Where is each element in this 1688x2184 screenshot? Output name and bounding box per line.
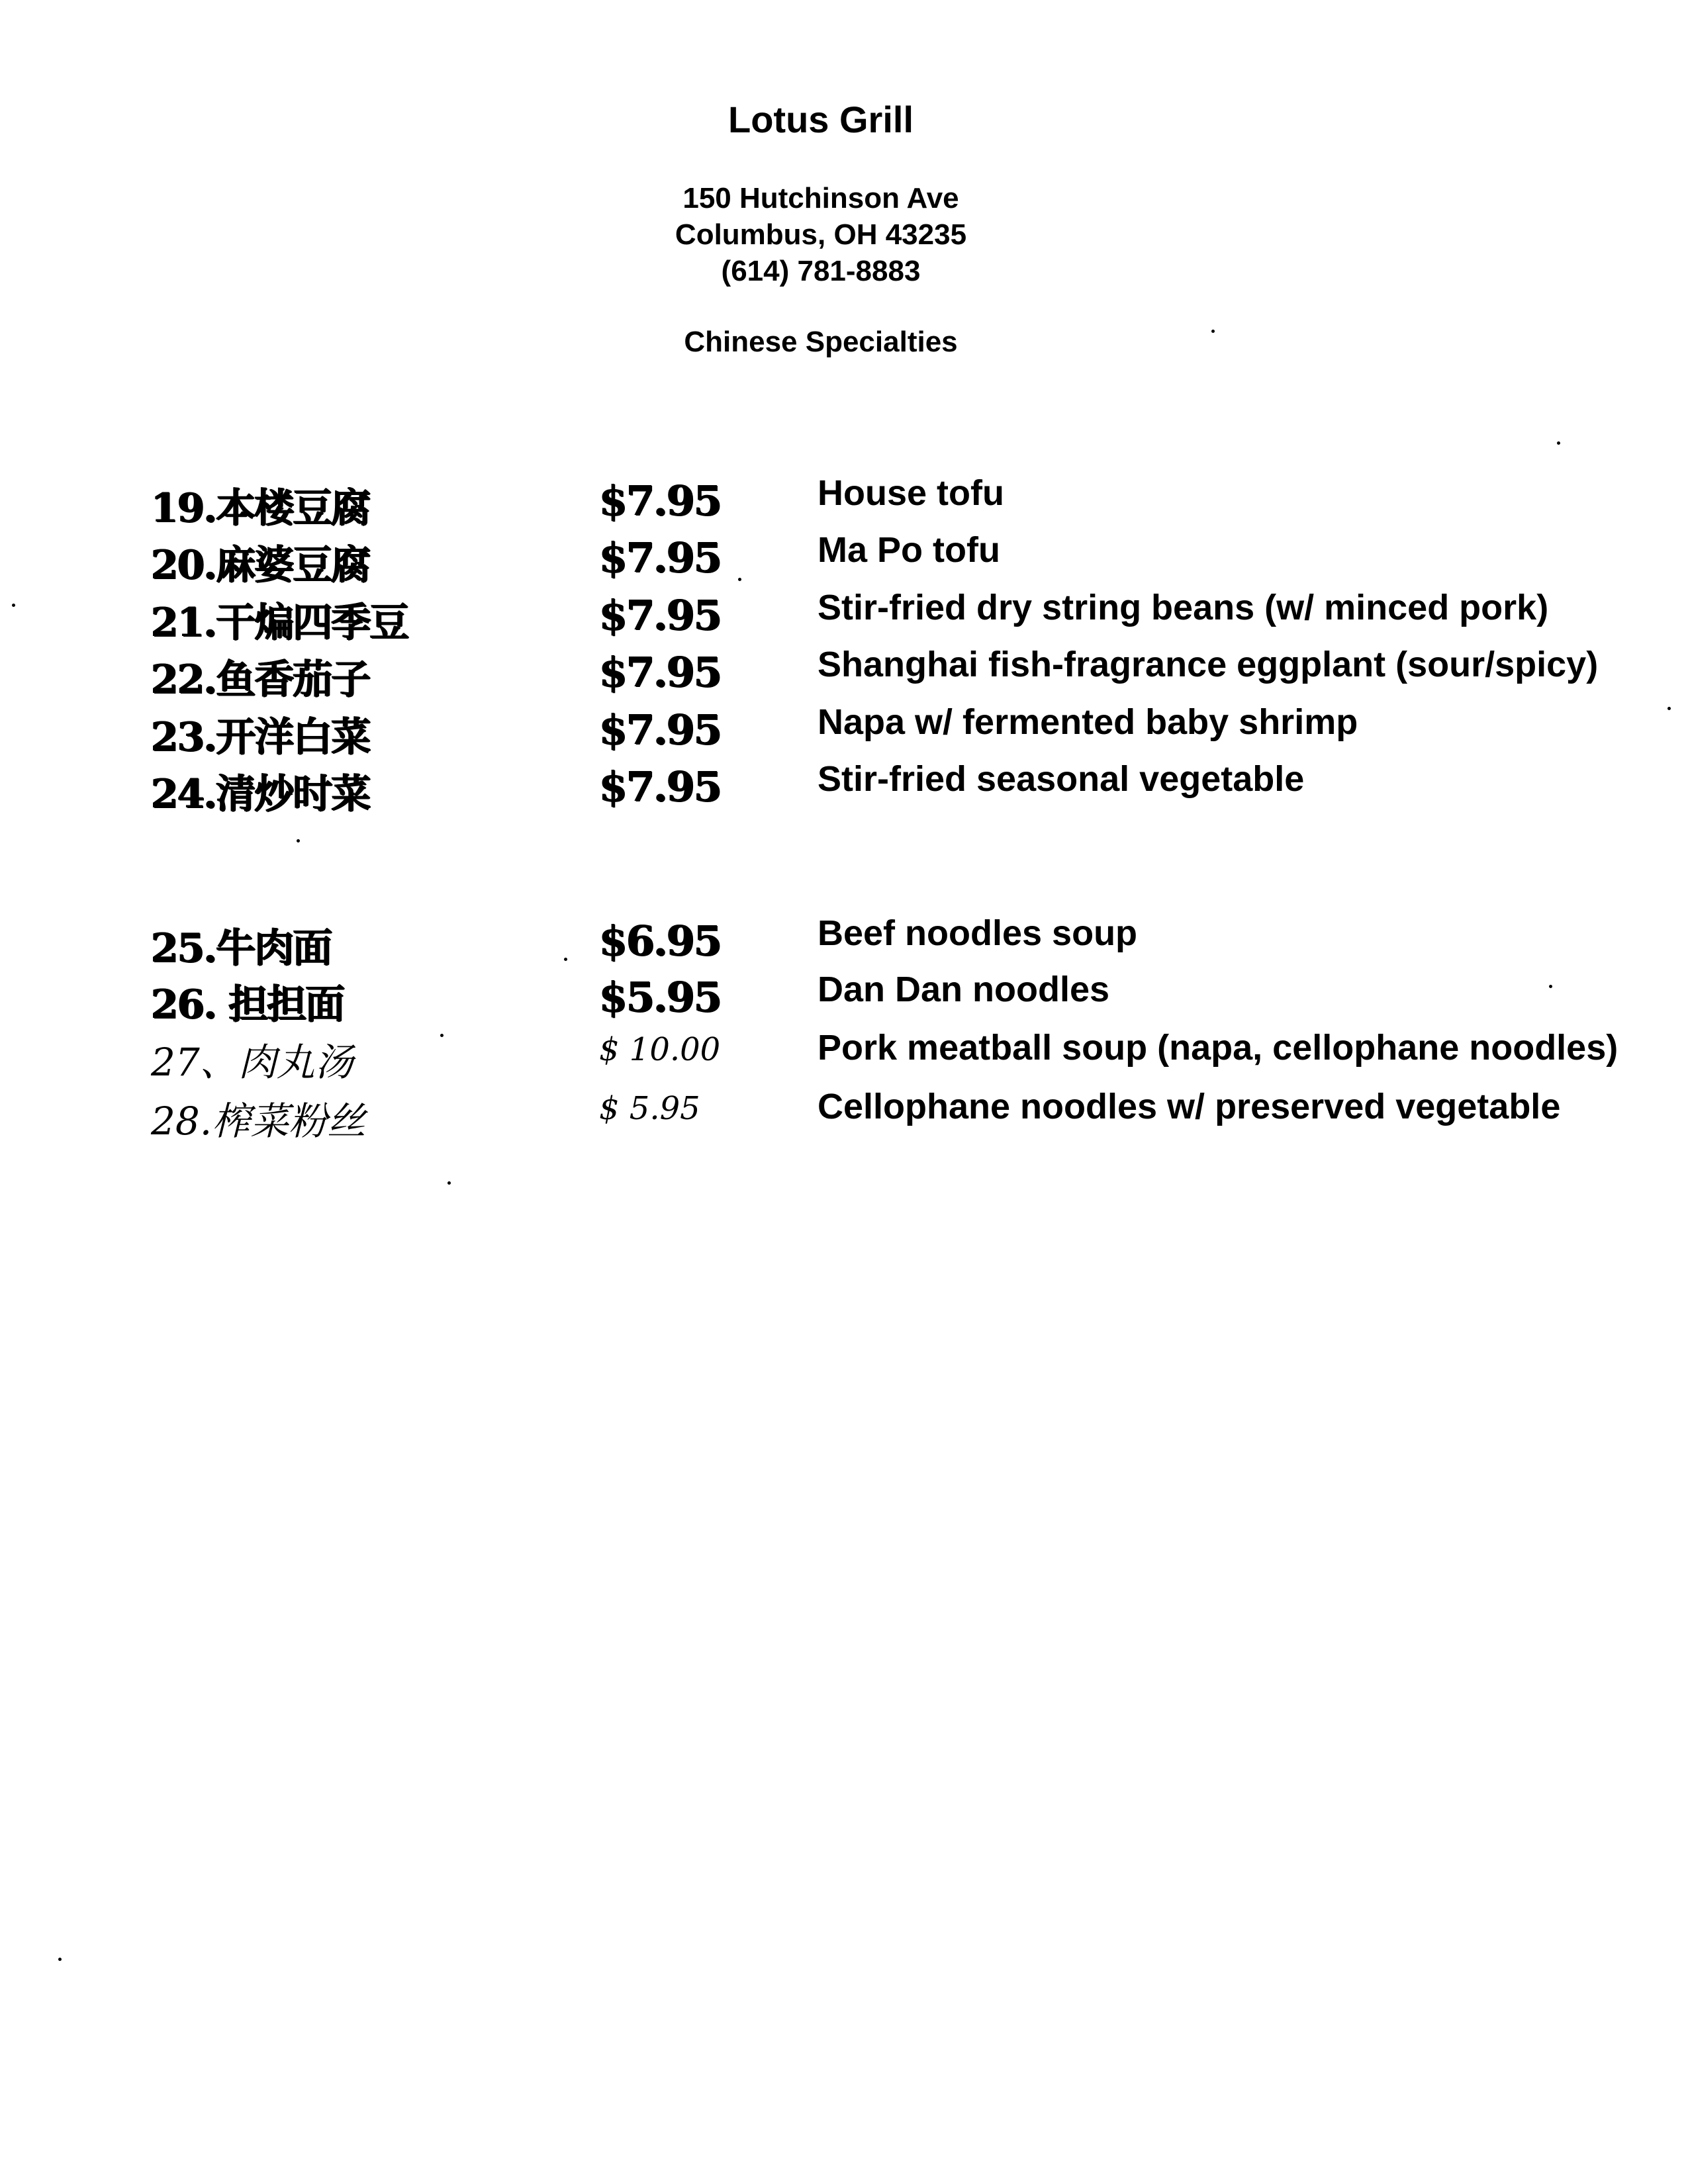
menu-item-description: Stir-fried seasonal vegetable [818, 759, 1305, 799]
menu-item-19 [0, 473, 1688, 531]
menu-item-24 [0, 759, 1688, 817]
menu-item-price: $7.95 [599, 762, 722, 811]
menu-item-price: $7.95 [599, 533, 722, 582]
menu-item-name: 28.榨菜粉丝 [151, 1099, 366, 1144]
menu-item-name: 22.鱼香茄子 [151, 657, 370, 703]
section-title: Chinese Specialties [684, 326, 958, 358]
scan-speck [440, 1034, 444, 1037]
menu-item-description: Beef noodles soup [818, 913, 1138, 953]
menu-item-description: Cellophane noodles w/ preserved vegetable [818, 1087, 1561, 1126]
menu-item-name: 20.麻婆豆腐 [151, 542, 370, 588]
scan-speck [12, 604, 15, 607]
menu-item-description: Dan Dan noodles [818, 970, 1110, 1009]
menu-item-description: Napa w/ fermented baby shrimp [818, 702, 1358, 742]
menu-item-price: $ 5.95 [599, 1090, 700, 1127]
scan-speck [447, 1181, 451, 1185]
menu-item-description: Stir-fried dry string beans (w/ minced pork) [818, 588, 1549, 627]
menu-item-21 [0, 588, 1688, 646]
menu-item-description: Ma Po tofu [818, 530, 1000, 570]
menu-item-price: $ 10.00 [599, 1031, 721, 1068]
menu-item-name: 26. 担担面 [151, 981, 344, 1028]
menu-item-name: 27、肉丸汤 [151, 1040, 353, 1085]
menu-item-27 [0, 1028, 1688, 1085]
menu-item-price: $7.95 [599, 648, 722, 696]
menu-item-25 [0, 913, 1688, 972]
scan-speck [738, 578, 741, 581]
menu-item-name: 23.开洋白菜 [151, 714, 370, 760]
menu-item-name: 21.干煸四季豆 [151, 600, 408, 646]
scan-speck [1667, 707, 1671, 710]
menu-item-name: 25.牛肉面 [151, 925, 332, 972]
menu-item-name: 19.本楼豆腐 [151, 485, 370, 531]
menu-item-20 [0, 530, 1688, 588]
menu-item-description: Pork meatball soup (napa, cellophane noodles) [818, 1028, 1618, 1068]
menu-item-26 [0, 970, 1688, 1028]
menu-item-23 [0, 702, 1688, 760]
menu-item-description: House tofu [818, 473, 1004, 513]
scan-speck [1211, 330, 1215, 333]
menu-item-22 [0, 645, 1688, 703]
menu-item-28 [0, 1087, 1688, 1144]
scan-speck [1557, 441, 1560, 445]
menu-item-price: $6.95 [599, 917, 722, 965]
menu-item-price: $7.95 [599, 705, 722, 754]
phone-number: (614) 781-8883 [721, 255, 921, 287]
scan-speck [58, 1958, 62, 1961]
scan-speck [1549, 985, 1552, 988]
menu-item-price: $7.95 [599, 591, 722, 639]
address-line-2: Columbus, OH 43235 [675, 218, 967, 251]
menu-item-description: Shanghai fish-fragrance eggplant (sour/spicy) [818, 645, 1599, 684]
menu-item-price: $7.95 [599, 477, 722, 525]
scan-speck [564, 958, 567, 961]
menu-item-name: 24.清炒时菜 [151, 771, 370, 817]
restaurant-name: Lotus Grill [728, 99, 914, 140]
address-line-1: 150 Hutchinson Ave [682, 182, 959, 214]
scan-speck [297, 839, 300, 842]
menu-item-price: $5.95 [599, 973, 722, 1021]
